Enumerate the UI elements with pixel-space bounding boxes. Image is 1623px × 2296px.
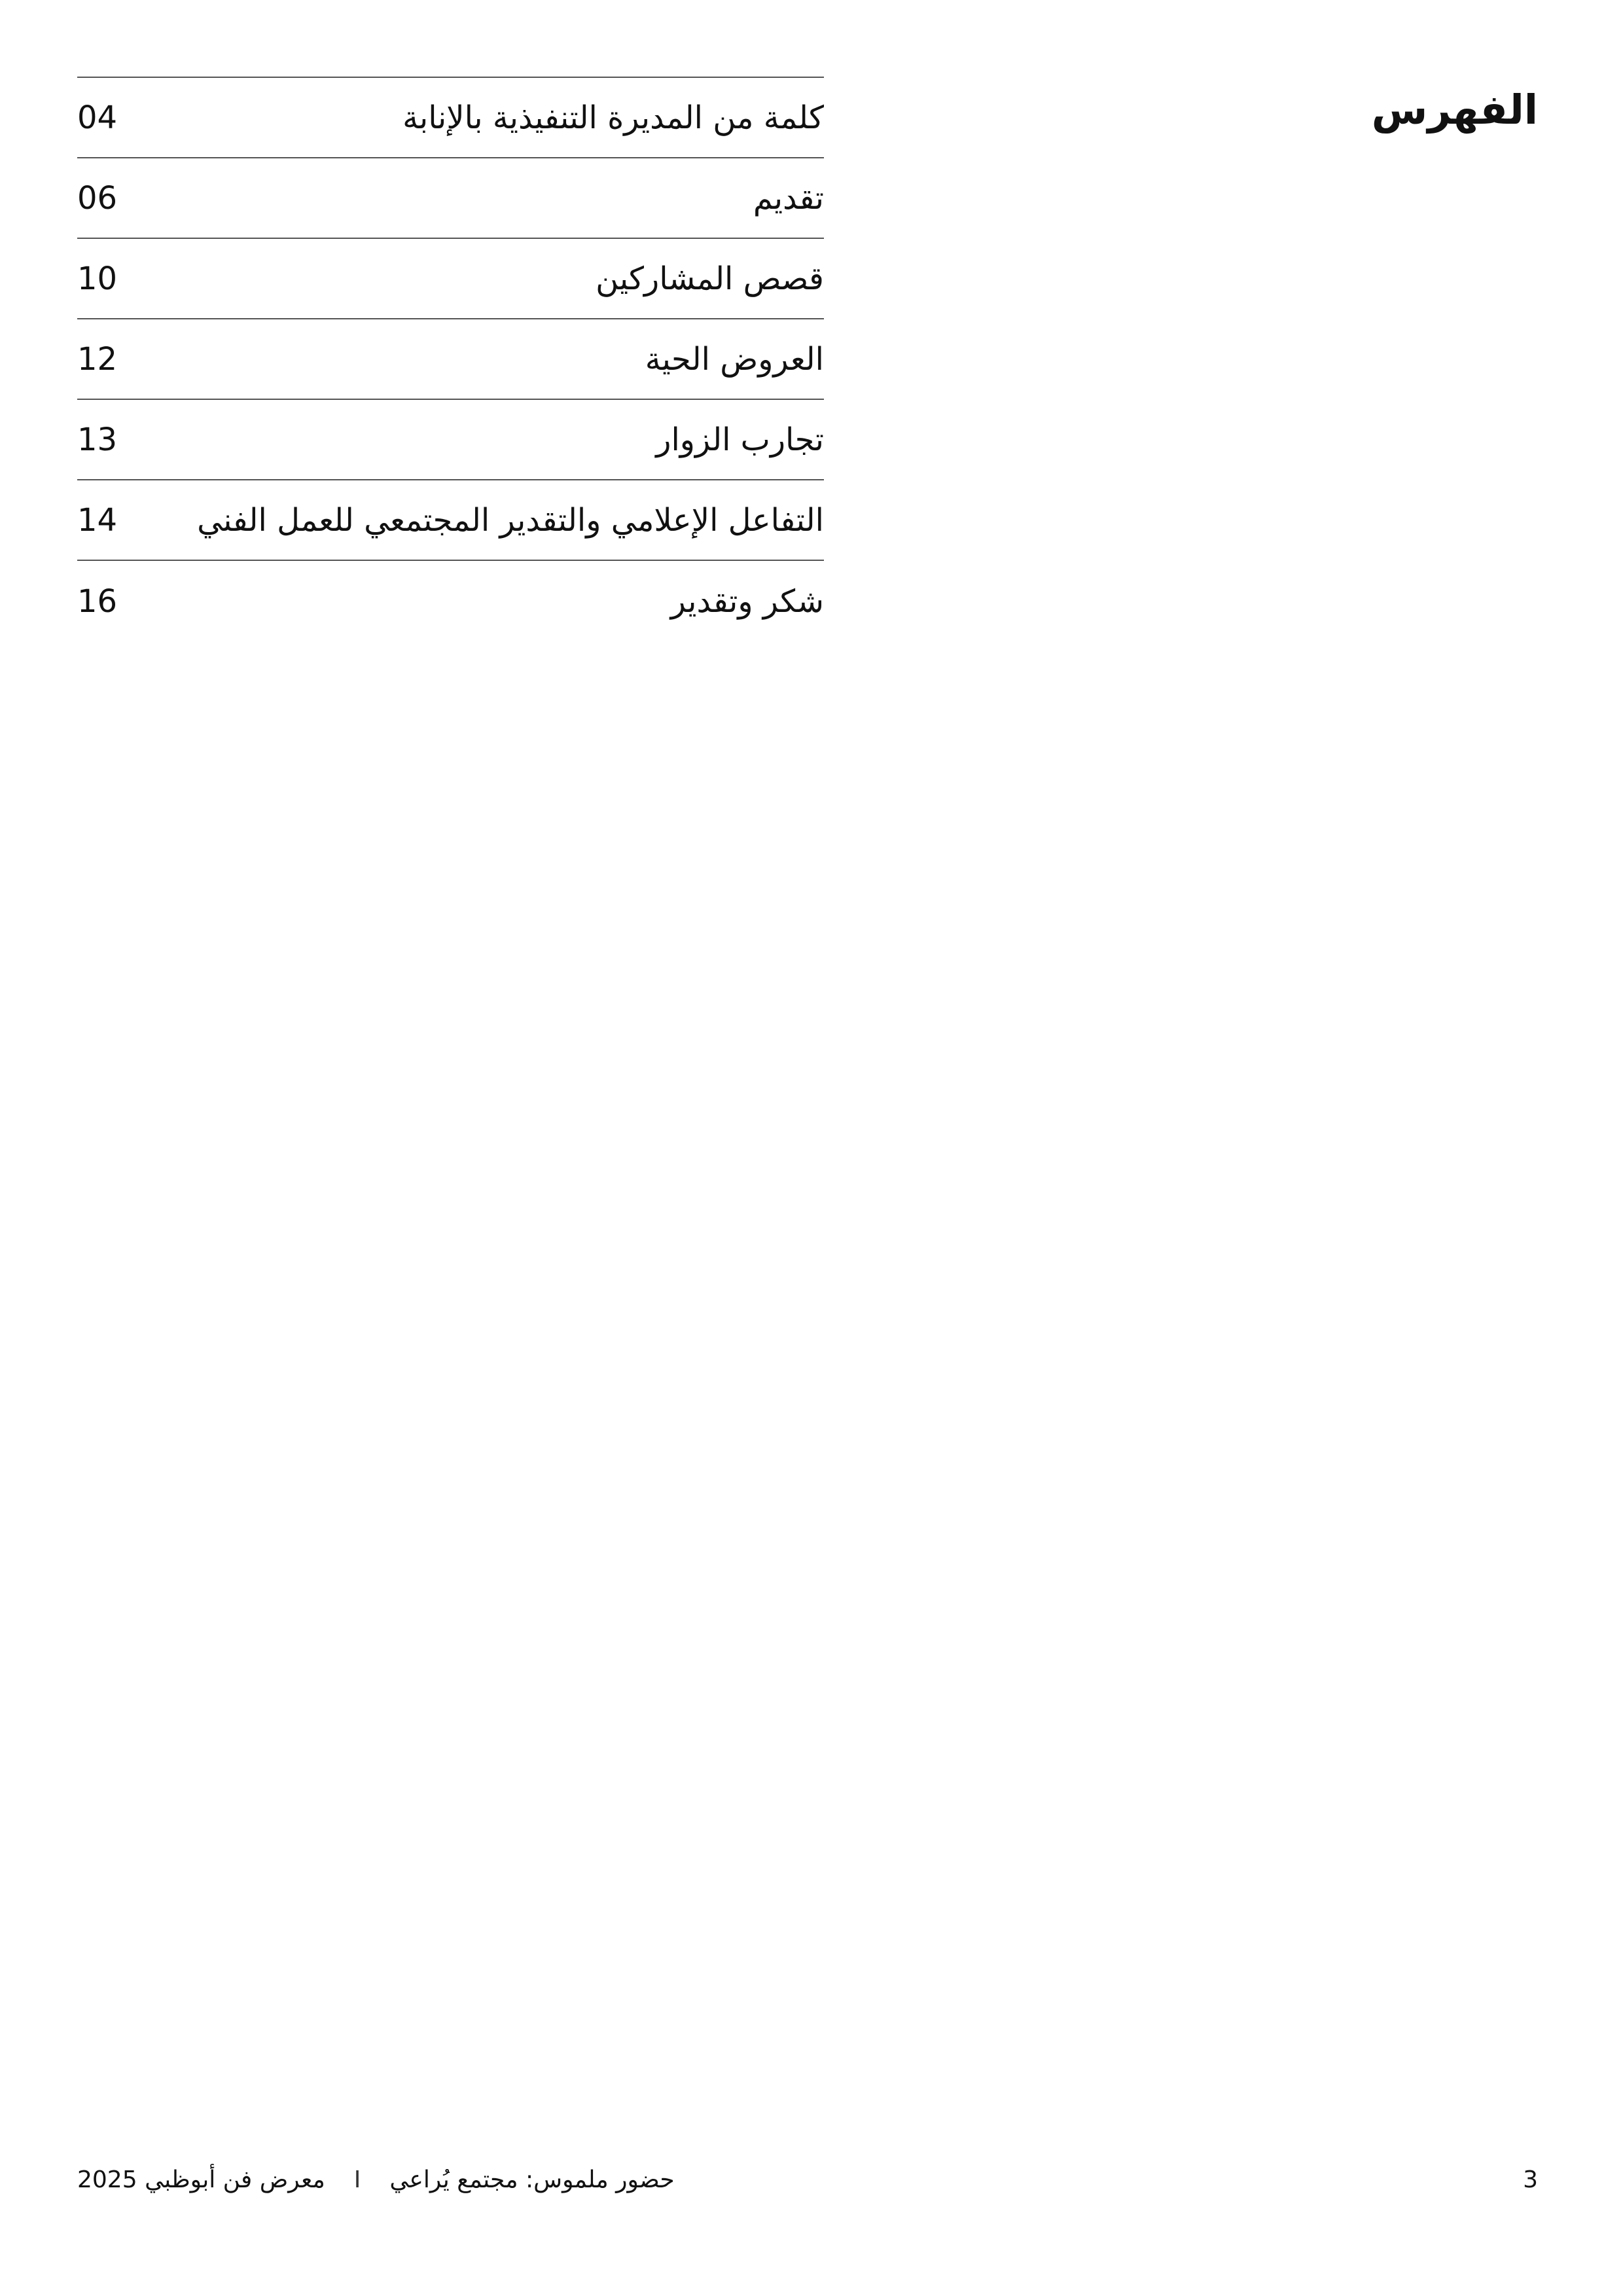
table-of-contents — [77, 77, 824, 641]
toc-row[interactable] — [77, 78, 824, 158]
footer-separator: I — [353, 2166, 361, 2193]
toc-page-number: 13 — [77, 421, 118, 458]
toc-page-number: 12 — [77, 340, 118, 378]
toc-row[interactable] — [77, 561, 824, 641]
toc-row[interactable] — [77, 239, 824, 319]
toc-row[interactable] — [77, 400, 824, 480]
toc-entry-label: تقديم — [753, 179, 824, 217]
footer-subtitle: حضور ملموس: مجتمع يُراعي — [389, 2166, 675, 2193]
toc-page-number: 06 — [77, 179, 118, 217]
toc-page-number: 14 — [77, 501, 118, 539]
toc-entry-label: شكر وتقدير — [670, 583, 824, 620]
toc-entry-label: قصص المشاركين — [596, 260, 824, 297]
toc-entry-label: تجارب الزوار — [656, 421, 824, 458]
toc-row[interactable] — [77, 158, 824, 239]
toc-page-number: 10 — [77, 260, 118, 297]
toc-row[interactable] — [77, 480, 824, 561]
toc-entry-label: العروض الحية — [645, 340, 824, 378]
toc-page-number: 04 — [77, 99, 118, 136]
toc-entry-label: كلمة من المديرة التنفيذية بالإنابة — [402, 99, 824, 136]
toc-row[interactable] — [77, 319, 824, 400]
page-title: الفهرس — [1371, 86, 1538, 134]
page-footer — [77, 2166, 675, 2193]
page-number: 3 — [1523, 2166, 1538, 2193]
toc-page-number: 16 — [77, 583, 118, 620]
footer-publication: معرض فن أبوظبي 2025 — [77, 2166, 325, 2193]
toc-entry-label: التفاعل الإعلامي والتقدير المجتمعي للعمل الفني — [197, 501, 824, 539]
